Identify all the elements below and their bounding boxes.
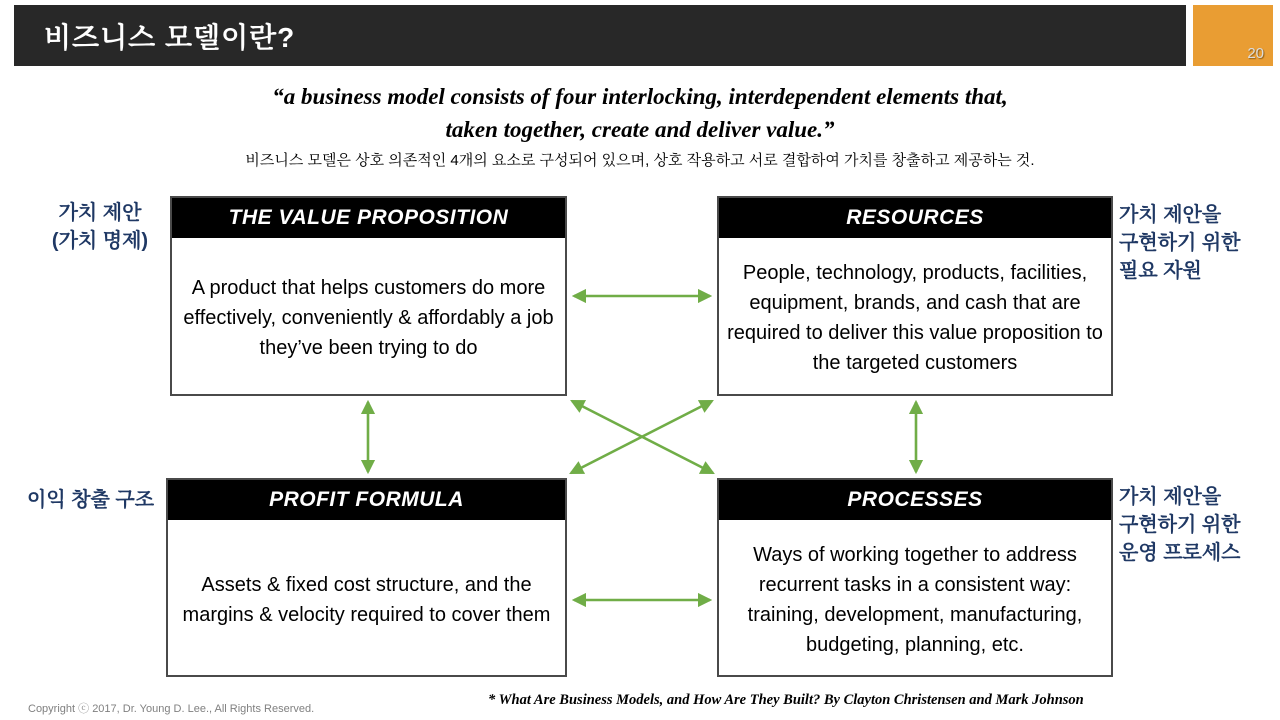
card-value-proposition [170,196,567,396]
label-line: 가치 제안을 [1119,204,1222,226]
subtitle-korean: 비즈니스 모델은 상호 의존적인 4개의 요소로 구성되어 있으며, 상호 작용하고 서로 결합하여 가치를 창출하고 제공하는 것. [245,152,1035,169]
page-number: 20 [1247,45,1264,62]
label-value-proposition [36,199,164,255]
card-processes-body: Ways of working together to address recurrent tasks in a consistent way: training, development, manufacturing, budgeting, planning, etc. [747,543,1083,656]
label-line: 가치 제안 [58,202,142,224]
card-profit-formula-title: PROFIT FORMULA [168,480,565,522]
label-line: 구현하기 위한 [1119,514,1241,536]
card-value-proposition-title: THE VALUE PROPOSITION [172,198,565,240]
arrow-diagonal-vp-processes [572,401,713,473]
label-resources [1119,201,1240,285]
source-footnote: * What Are Business Models, and How Are They Built? By Clayton Christensen and Mark Johnson [488,692,1084,708]
label-line: 이익 창출 구조 [27,489,155,511]
label-profit-formula [27,486,167,514]
label-line: (가치 명제) [51,230,149,252]
page-number-box [1193,5,1273,66]
card-processes-title: PROCESSES [719,480,1111,522]
copyright-text: Copyright ⓒ 2017, Dr. Young D. Lee., All Rights Reserved. [28,703,315,715]
card-resources-title: RESOURCES [719,198,1111,240]
card-profit-formula-body: Assets & fixed cost structure, and the margins & velocity required to cover them [182,573,551,626]
quote [0,80,1280,146]
card-processes [717,478,1113,677]
quote-line-1: “a business model consists of four interlocking, interdependent elements that, [272,84,1008,109]
card-resources [717,196,1113,396]
label-processes [1119,483,1240,567]
card-profit-formula [166,478,567,677]
label-line: 가치 제안을 [1119,486,1222,508]
quote-line-2: taken together, create and deliver value.” [445,117,835,142]
card-value-proposition-body: A product that helps customers do more effectively, conveniently & affordably a job they’ve been trying to do [183,277,554,359]
label-line: 구현하기 위한 [1119,232,1241,254]
label-line: 필요 자원 [1119,260,1202,282]
arrow-diagonal-resources-profit [571,401,712,473]
slide-title: 비즈니스 모델이란? [44,21,296,53]
card-resources-body: People, technology, products, facilities, equipment, brands, and cash that are required to deliver this value proposition to the targeted customers [727,262,1103,374]
label-line: 운영 프로세스 [1119,542,1241,564]
title-bar [14,5,1186,66]
